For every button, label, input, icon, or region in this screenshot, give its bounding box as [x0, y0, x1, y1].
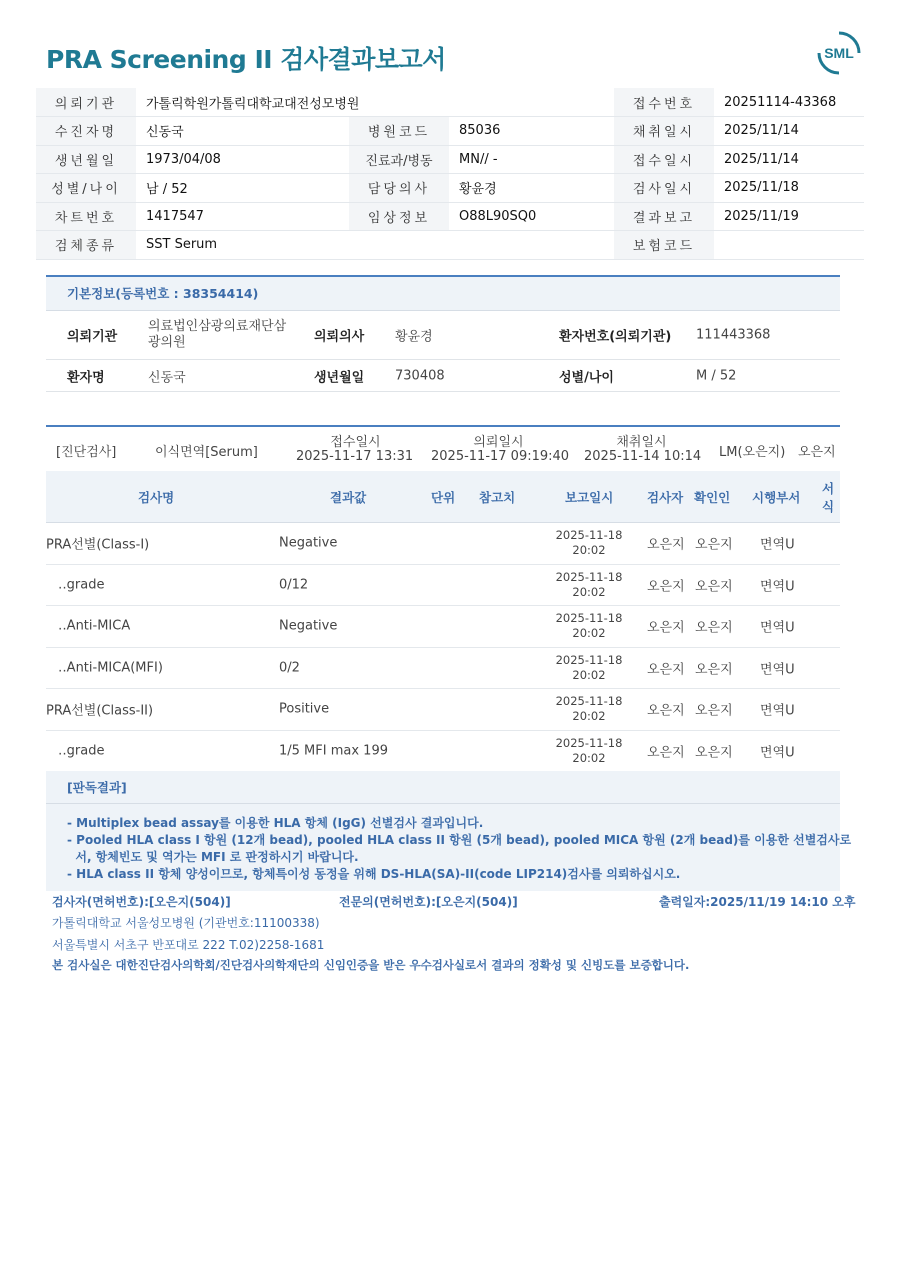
header-value: 황윤경	[449, 174, 614, 203]
result-report-datetime	[549, 653, 629, 683]
header-label: 의뢰기관	[36, 88, 136, 117]
result-report-date: 2025-11-18	[555, 694, 623, 709]
result-test-name: PRA선별(Class-II)	[46, 703, 154, 719]
result-test-name: ‥grade	[58, 743, 105, 759]
header-label: 접수번호	[614, 88, 714, 117]
header-label: 진료과/병동	[349, 145, 449, 174]
result-row	[46, 731, 840, 773]
result-row	[46, 606, 840, 648]
col-report-date: 보고일시	[565, 489, 614, 505]
col-unit: 단위	[431, 489, 456, 505]
requested-label: 의뢰일시	[473, 435, 524, 450]
basic-info-row	[46, 360, 840, 392]
value-requesting-institution	[148, 319, 286, 351]
result-value: 0/2	[279, 660, 300, 676]
result-row	[46, 565, 840, 607]
interpretation-heading: [판독결과]	[46, 771, 840, 804]
result-dept: 면역U	[760, 620, 795, 636]
result-row	[46, 689, 840, 731]
header-value: 2025/11/14	[714, 145, 864, 174]
sml-logo	[816, 30, 862, 76]
header-label: 임상정보	[349, 202, 449, 231]
header-label: 수진자명	[36, 117, 136, 146]
order-test: 이식면역[Serum]	[155, 445, 258, 460]
header-label: 접수일시	[614, 145, 714, 174]
header-label: 검체종류	[36, 231, 136, 260]
result-tester: 오은지	[647, 579, 685, 595]
result-confirmer: 오은지	[695, 537, 733, 553]
result-test-name: ‥Anti-MICA	[58, 618, 131, 634]
result-row	[46, 523, 840, 565]
order-staff: 오은지	[798, 445, 836, 460]
footer-hospital: 가톨릭대학교 서울성모병원 (기관번호:11100338)	[52, 916, 320, 930]
result-report-datetime	[549, 570, 629, 600]
order-lm: LM(오은지)	[719, 445, 786, 460]
header-value	[714, 231, 864, 260]
results-header	[46, 471, 840, 523]
value-patient-number: 111443368	[696, 327, 771, 343]
header-label: 성별/나이	[36, 174, 136, 203]
interpretation-line: - Pooled HLA class I 항원 (12개 bead), pooled HLA class II 항원 (5개 bead), pooled MICA 항원 (2개 bead)를 이용한 선별검사로	[67, 833, 852, 847]
header-label: 검사일시	[614, 174, 714, 203]
results-table	[46, 471, 840, 772]
basic-info-row	[46, 311, 840, 360]
value-patient-name: 신동국	[148, 370, 186, 385]
header-value: 2025/11/18	[714, 174, 864, 203]
header-value: 1973/04/08	[136, 145, 349, 174]
result-report-time: 20:02	[572, 626, 606, 641]
interpretation-section	[46, 771, 852, 891]
basic-info-heading: 기본정보(등록번호 : 38354414)	[46, 277, 840, 311]
col-format-1: 서	[822, 481, 835, 496]
col-reference: 참고치	[479, 489, 516, 505]
result-dept: 면역U	[760, 745, 795, 761]
col-confirmer: 확인인	[694, 489, 731, 505]
interpretation-body	[46, 804, 852, 891]
header-value: 2025/11/19	[714, 202, 864, 231]
result-dept: 면역U	[760, 662, 795, 678]
result-test-name: PRA선별(Class-I)	[46, 537, 150, 553]
result-confirmer: 오은지	[695, 620, 733, 636]
result-dept: 면역U	[760, 537, 795, 553]
result-value: Negative	[279, 618, 338, 634]
result-confirmer: 오은지	[695, 745, 733, 761]
result-value: Negative	[279, 535, 338, 551]
header-row	[36, 145, 864, 174]
col-dept: 시행부서	[752, 489, 801, 505]
result-tester: 오은지	[647, 662, 685, 678]
order-dept: [진단검사]	[56, 445, 117, 460]
result-report-time: 20:02	[572, 584, 606, 599]
header-label: 보험코드	[614, 231, 714, 260]
value-sex-age: M / 52	[696, 368, 737, 383]
value-institution-line1: 의료법인삼광의료재단삼	[148, 319, 287, 334]
result-report-datetime	[549, 528, 629, 558]
header-value	[449, 231, 614, 260]
result-report-date: 2025-11-18	[555, 652, 623, 667]
result-dept: 면역U	[760, 703, 795, 719]
footer-specialist: 전문의(면허번호):[오은지(504)]	[339, 895, 518, 909]
footer-certification: 본 검사실은 대한진단검사의학회/진단검사의학재단의 신임인증을 받은 우수검사실로서 결과의 정확성 및 신빙도를 보증합니다.	[52, 958, 690, 972]
result-report-datetime	[549, 694, 629, 724]
label-sex-age: 성별/나이	[559, 370, 614, 385]
col-tester: 검사자	[647, 489, 684, 505]
label-requesting-institution: 의뢰기관	[67, 329, 118, 345]
header-value: 1417547	[136, 202, 349, 231]
header-label: 담당의사	[349, 174, 449, 203]
result-report-time: 20:02	[572, 667, 606, 682]
interpretation-line: - Multiplex bead assay를 이용한 HLA 항체 (IgG) 선별검사 결과입니다.	[67, 816, 484, 830]
result-confirmer: 오은지	[695, 662, 733, 678]
col-test-name: 검사명	[138, 489, 175, 505]
header-label: 채취일시	[614, 117, 714, 146]
value-birth-date: 730408	[395, 368, 445, 383]
result-tester: 오은지	[647, 745, 685, 761]
result-report-time: 20:02	[572, 709, 606, 724]
result-report-datetime	[549, 736, 629, 766]
header-row	[36, 174, 864, 203]
header-value: 신동국	[136, 117, 349, 146]
label-patient-name: 환자명	[67, 370, 105, 385]
header-value: MN// -	[449, 145, 614, 174]
header-label	[349, 231, 449, 260]
patient-header-table	[36, 88, 864, 260]
header-row	[36, 231, 864, 260]
col-format-2: 식	[822, 499, 835, 514]
header-label: 생년월일	[36, 145, 136, 174]
result-test-name: ‥Anti-MICA(MFI)	[58, 660, 163, 676]
result-test-name: ‥grade	[58, 577, 105, 593]
result-confirmer: 오은지	[695, 703, 733, 719]
order-info-line	[46, 425, 840, 471]
header-value: 20251114-43368	[714, 88, 864, 117]
header-row	[36, 88, 864, 117]
header-row	[36, 202, 864, 231]
interpretation-line: - HLA class II 항체 양성이므로, 항체특이성 동정을 위해 DS-HLA(SA)-II(code LIP214)검사를 의뢰하십시오.	[67, 867, 681, 881]
label-requesting-doctor: 의뢰의사	[314, 329, 365, 345]
footer-address: 서울특별시 서초구 반포대로 222 T.02)2258-1681	[52, 938, 325, 952]
collected-label: 채취일시	[616, 435, 667, 450]
header-label: 결과보고	[614, 202, 714, 231]
header-value: 남 / 52	[136, 174, 349, 203]
label-birth-date: 생년월일	[314, 370, 365, 385]
result-report-date: 2025-11-18	[555, 611, 623, 626]
result-value: Positive	[279, 701, 330, 717]
col-result: 결과값	[330, 489, 367, 505]
collected-datetime: 2025-11-14 10:14	[584, 449, 702, 464]
header-value: 85036	[449, 117, 614, 146]
report-title: PRA Screening II 검사결과보고서	[46, 45, 446, 74]
header-value: 가톨릭학원가톨릭대학교대전성모병원	[136, 88, 614, 117]
result-confirmer: 오은지	[695, 579, 733, 595]
received-label: 접수일시	[330, 435, 381, 450]
interpretation-line: 서, 항체빈도 및 역가는 MFI 로 판정하시기 바랍니다.	[67, 850, 359, 864]
requested-datetime: 2025-11-17 09:19:40	[431, 449, 570, 464]
result-tester: 오은지	[647, 537, 685, 553]
header-label: 차트번호	[36, 202, 136, 231]
header-value: SST Serum	[136, 231, 349, 260]
result-row	[46, 648, 840, 690]
value-requesting-doctor: 황윤경	[395, 329, 433, 345]
result-tester: 오은지	[647, 620, 685, 636]
footer-tester: 검사자(면허번호):[오은지(504)]	[52, 895, 231, 909]
header-label: 병원코드	[349, 117, 449, 146]
header-value: O88L90SQ0	[449, 202, 614, 231]
result-report-time: 20:02	[572, 543, 606, 558]
result-report-date: 2025-11-18	[555, 528, 623, 543]
svg-text:SML: SML	[824, 45, 854, 61]
result-dept: 면역U	[760, 579, 795, 595]
header-row	[36, 117, 864, 146]
received-datetime: 2025-11-17 13:31	[296, 449, 414, 464]
header-value: 2025/11/14	[714, 117, 864, 146]
basic-info-section	[46, 275, 840, 392]
result-report-date: 2025-11-18	[555, 569, 623, 584]
value-institution-line2: 광의원	[148, 335, 186, 350]
result-value: 1/5 MFI max 199	[279, 743, 388, 759]
result-report-datetime	[549, 611, 629, 641]
result-report-time: 20:02	[572, 750, 606, 765]
result-tester: 오은지	[647, 703, 685, 719]
footer-printed: 출력일자:2025/11/19 14:10 오후	[659, 895, 856, 909]
result-report-date: 2025-11-18	[555, 735, 623, 750]
label-patient-number: 환자번호(의뢰기관)	[559, 329, 672, 345]
result-value: 0/12	[279, 577, 309, 593]
